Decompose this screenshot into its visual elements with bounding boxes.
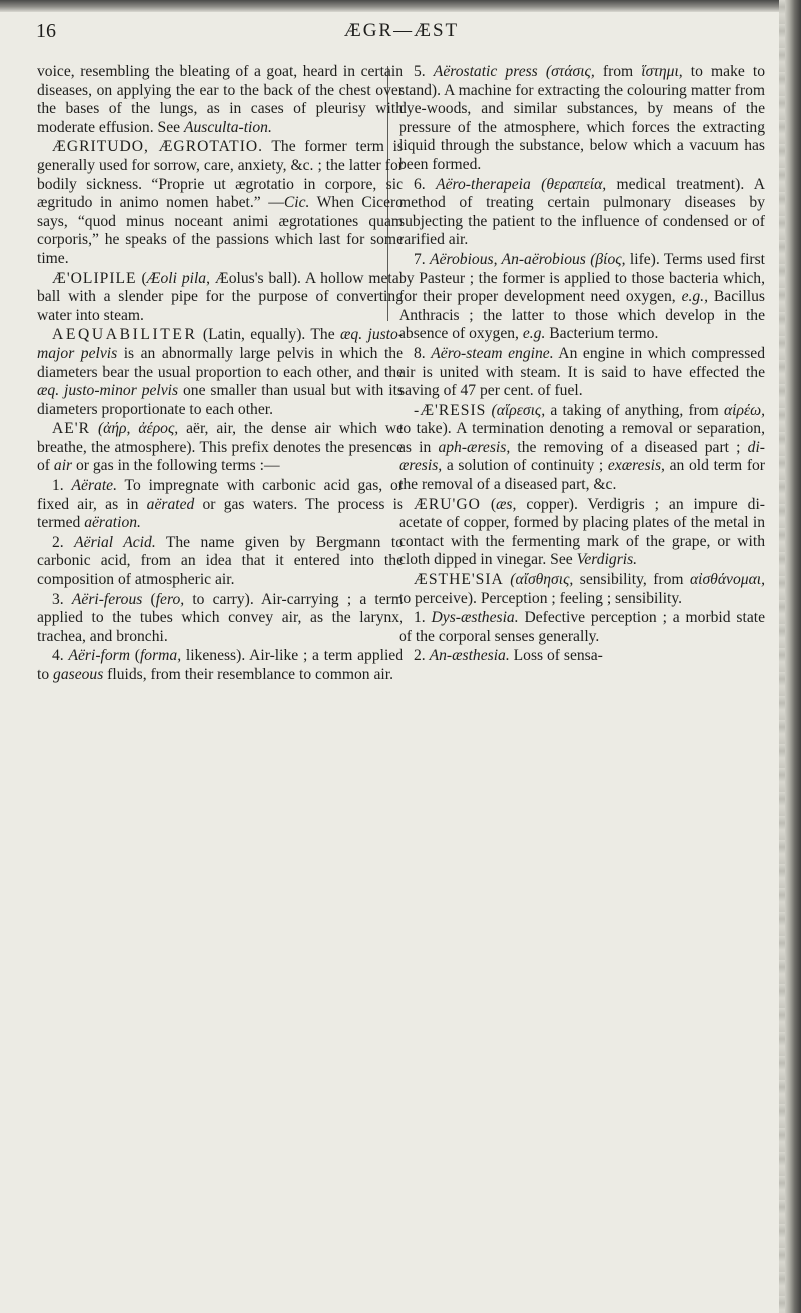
entry-aegophony-continued: voice, resembling the bleating of a goat, heard in certain diseases, on applying the ear to the back of the chest over the bases of the lungs, as in cases of pleurisy with moderate effusion. See Ausculta-tion. (37, 63, 403, 136)
entry-aeolipile: Æ'OLIPILE (Æoli pila, Æolus's ball). A hollow metal ball with a slender pipe for the purpose of converting water into steam. (37, 269, 404, 324)
subterm: Aërostatic press (433, 63, 538, 80)
left-column (37, 63, 403, 686)
sub-entry-aeriform: 4. Aëri-form (forma, likeness). Air-like ; a term applied to gaseous fluids, from their resemblance to common air. (37, 647, 404, 683)
sub-entry-aeriferous: 3. Aëri-ferous (fero, to carry). Air-carrying ; a term applied to the tubes which convey air, as the larynx, trachea, and bronchi. (37, 590, 404, 645)
running-title: ÆGR—ÆST (343, 20, 460, 41)
sub-entry-aerostatic-press: 5. Aërostatic press (στάσις, from ἵστημι, to make to stand). A machine for extracting the colouring matter from dye-woods, and similar substances, by means of the pressure of the atmosphere, which forces the extracting liquid through the substance, below which a vacuum has been formed. (399, 63, 766, 173)
sub-entry-dysaesthesia: 1. Dys-æsthesia. Defective perception ; a morbid state of the corporal senses generally. (399, 609, 765, 645)
headword: ÆGRITUDO, ÆGROTATIO. (52, 138, 264, 156)
headword: Æ'OLIPILE (52, 269, 137, 287)
right-column (399, 63, 765, 667)
page-top-shadow (0, 0, 801, 12)
subterm: Aëro-steam engine. (431, 344, 554, 362)
page-header (36, 20, 767, 54)
subterm: Aërate. (71, 477, 117, 495)
entry-aer: AE'R (ἀήρ, ἀέρος, aër, air, the dense air which we breathe, the atmosphere). This prefix denotes the presence of air or gas in the following terms :— (37, 420, 403, 475)
cross-reference: Ausculta-tion. (183, 118, 272, 136)
page-number: 16 (36, 20, 56, 42)
headword: ÆRU'GO (414, 495, 481, 513)
entry-aequabiliter: AEQUABILITER (Latin, equally). The æq. justo-major pelvis is an abnormally large pelvis in which the diameters bear the usual proportion to each other, and the æq. justo-minor pelvis one smaller than usual but with its diameters proportionate to each other. (37, 326, 404, 418)
entry-aesthesia: ÆSTHE'SIA (αἴσθησις, sensibility, from αἰσθάνομαι, to perceive). Perception ; feeling ; sensibility. (399, 571, 765, 607)
subterm: Aërobious, An-aërobious (430, 250, 586, 268)
book-spine-shadow (785, 0, 801, 1313)
subterm: Aëro-therapeia (436, 175, 531, 193)
headword: AE'R (52, 420, 90, 438)
headword: AEQUABILITER (52, 326, 198, 344)
entry-aerugo: ÆRU'GO (æs, copper). Verdigris ; an impure di-acetate of copper, formed by placing plates of the metal in contact with the fermenting mark of the grape, or with cloth dipped in vinegar. See Verdigris. (399, 495, 765, 569)
headword: ÆSTHE'SIA (414, 571, 504, 589)
entry-aegritudo: ÆGRITUDO, ÆGROTATIO. The former term is generally used for sorrow, care, anxiety, &c. ; the latter for bodily sickness. “Proprie ut ægrotatio in corpore, sic ægritudo in animo nomen habet.” —Cic. When Cicero says, “quod minus noceant animi ægrotationes quam corporis,” he speaks of the passions which last for some time. (37, 138, 403, 267)
sub-entry-aerial-acid: 2. Aërial Acid. The name given by Bergmann to carbonic acid, from an idea that it entered into the composition of atmospheric air. (37, 533, 403, 589)
subterm: Aëri-ferous (71, 590, 143, 608)
sub-entry-anaesthesia: 2. An-æsthesia. Loss of sensa- (414, 647, 603, 665)
cross-reference: Verdigris. (576, 551, 638, 569)
headword: -Æ'RESIS (414, 401, 487, 419)
sub-entry-aerotherapeia: 6. Aëro-therapeia (θεραπεία, medical treatment). A method of treating certain pulmonary diseases by subjecting the patient to the influence of condensed or of rarified air. (399, 175, 765, 249)
subterm: Aëri-form (68, 647, 130, 665)
subterm: Dys-æsthesia. (431, 609, 519, 627)
subterm: Aërial Acid. (74, 533, 156, 551)
subterm: An-æsthesia. (429, 647, 510, 665)
sub-entry-aero-steam-engine: 8. Aëro-steam engine. An engine in which compressed air is united with steam. It is said to have effected the saving of 47 per cent. of fuel. (399, 344, 766, 400)
sub-entry-aerate: 1. Aërate. To impregnate with carbonic acid gas, or fixed air, as in aërated or gas waters. The process is termed aëration. (37, 477, 403, 532)
entry-aeresis: -Æ'RESIS (αἵρεσις, a taking of anything, from αἱρέω, to take). A termination denoting a removal or separation, as in aph-æresis, the removing of a diseased part ; di-æresis, a solution of continuity ; exæresis, an old term for the removal of a diseased part, &c. (399, 401, 766, 494)
sub-entry-aerobious: 7. Aërobious, An-aërobious (βίος, life). Terms used first by Pasteur ; the former is applied to those bacteria which, for their proper development need oxygen, e.g., Bacillus Anthracis ; the latter to those which develop in the absence of oxygen, e.g. Bacterium termo. (399, 250, 765, 343)
